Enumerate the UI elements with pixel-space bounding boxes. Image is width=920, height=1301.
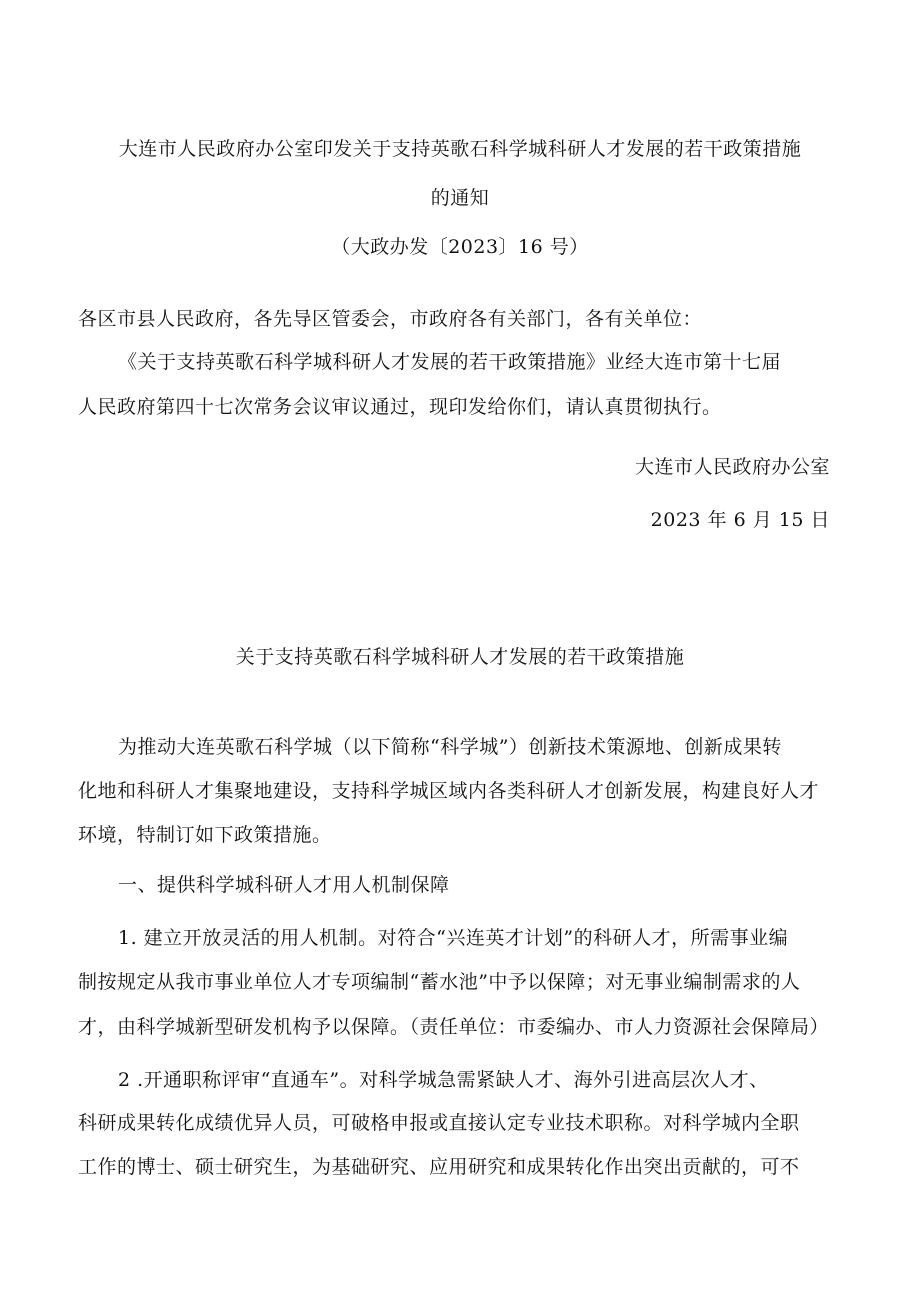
item-2-line-1: 2 .开通职称评审“直通车”。对科学城急需紧缺人才、海外引进高层次人才、 [118, 1069, 769, 1091]
intro-line-3: 环境，特制订如下政策措施。 [78, 824, 332, 846]
intro-line-2: 化地和科研人才集聚地建设，支持科学城区域内各类科研人才创新发展，构建良好人才 [78, 780, 820, 802]
measures-title: 关于支持英歌石科学城科研人才发展的若干政策措施 [235, 646, 685, 668]
intro-line-1: 为推动大连英歌石科学城（以下简称“科学城”）创新技术策源地、创新成果转 [118, 736, 782, 758]
document-number: （大政办发〔2023〕16 号） [331, 236, 589, 258]
notice-title-line-1: 大连市人民政府办公室印发关于支持英歌石科学城科研人才发展的若干政策措施 [118, 138, 802, 160]
item-1-line-3: 才，由科学城新型研发机构予以保障。（责任单位：市委编办、市人力资源社会保障局） [78, 1016, 830, 1038]
item-1-line-1: 1. 建立开放灵活的用人机制。对符合“兴连英才计划”的科研人才，所需事业编 [118, 927, 789, 949]
section-1-heading: 一、提供科学城科研人才用人机制保障 [118, 874, 450, 896]
notice-title-line-2: 的通知 [430, 187, 490, 209]
issuer-signature: 大连市人民政府办公室 [634, 456, 830, 478]
issue-date: 2023 年 6 月 15 日 [650, 509, 830, 531]
item-1-line-2: 制按规定从我市事业单位人才专项编制“蓄水池”中予以保障；对无事业编制需求的人 [78, 971, 801, 993]
notice-body-line-2: 人民政府第四十七次常务会议审议通过，现印发给你们，请认真贯彻执行。 [78, 396, 722, 418]
recipients-line: 各区市县人民政府，各先导区管委会，市政府各有关部门，各有关单位： [78, 308, 703, 330]
item-2-line-2: 科研成果转化成绩优异人员，可破格申报或直接认定专业技术职称。对科学城内全职 [78, 1112, 800, 1134]
notice-body-line-1: 《关于支持英歌石科学城科研人才发展的若干政策措施》业经大连市第十七届 [118, 351, 782, 373]
item-2-line-3: 工作的博士、硕士研究生，为基础研究、应用研究和成果转化作出突出贡献的，可不 [78, 1156, 800, 1178]
